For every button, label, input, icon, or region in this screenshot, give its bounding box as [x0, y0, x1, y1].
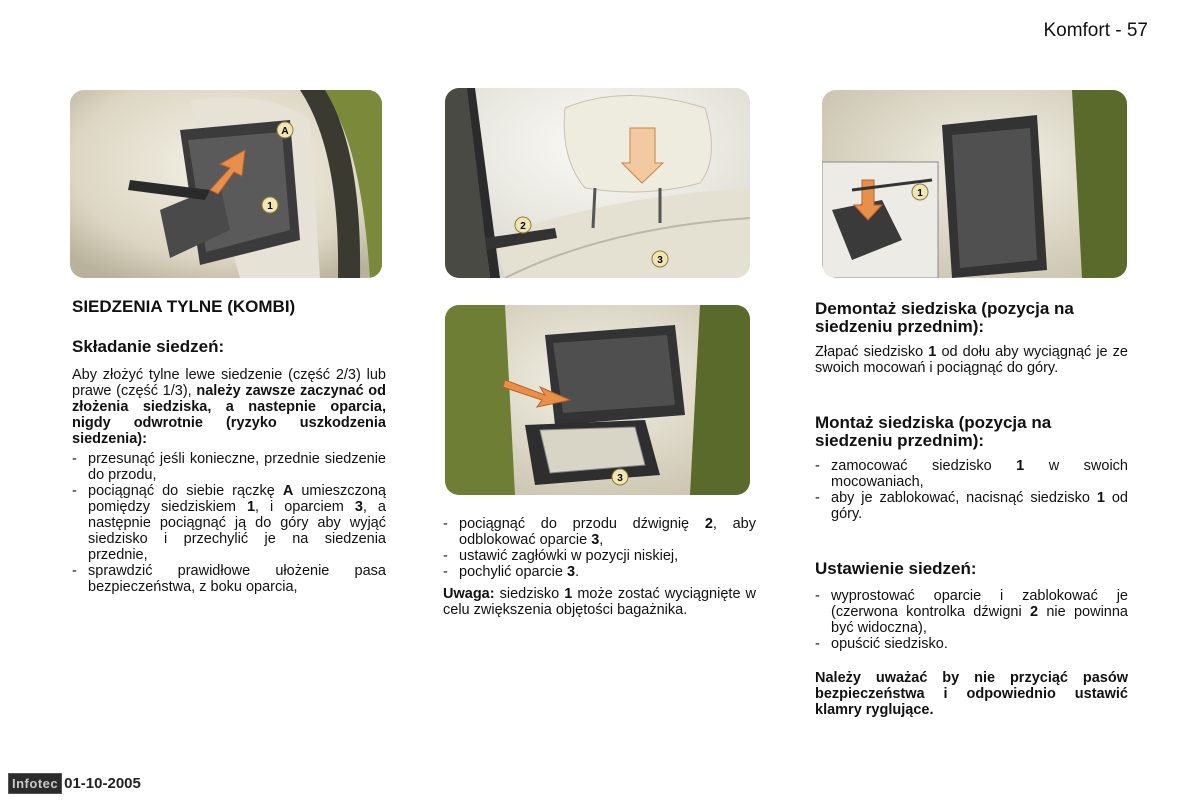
label-1-right: 1	[917, 188, 923, 199]
subsection-title: Składanie siedzeń:	[72, 337, 225, 356]
column-left	[72, 298, 386, 595]
list-item: - pociągnąć do przodu dźwignię 2, aby odblokować oparcie 3,	[443, 516, 756, 548]
label-2: 2	[520, 221, 526, 232]
note-paragraph: Uwaga: siedzisko 1 może zostać wyciągnięte w celu zwiększenia objętości bagażnika.	[443, 586, 756, 618]
label-1: 1	[267, 201, 273, 212]
illustration-seat-folding	[445, 305, 750, 495]
steps-list-mounting	[815, 458, 1128, 522]
steps-list	[72, 451, 386, 595]
heading-seat-mounting: Montaż siedziska (pozycja na siedzeniu przednim):	[815, 413, 1052, 450]
illustration-seat-handle	[70, 90, 382, 278]
section-title: SIEDZENIA TYLNE (KOMBI)	[72, 297, 296, 316]
label-3-bottom: 3	[617, 473, 623, 484]
list-item: - pochylić oparcie 3.	[443, 564, 756, 580]
label-3: 3	[657, 255, 663, 266]
column-right	[815, 300, 1128, 718]
list-item: - ustawić zagłówki w pozycji niskiej,	[443, 548, 756, 564]
label-a: A	[281, 126, 289, 137]
illustration-headrest-lever	[445, 88, 750, 278]
page-header: Komfort - 57	[1043, 20, 1148, 41]
list-item: - opuścić siedzisko.	[815, 636, 1128, 652]
infotec-logo: Infotec	[8, 773, 62, 794]
footer-date: 01-10-2005	[64, 775, 141, 792]
column-middle	[443, 516, 756, 618]
illustration-seat-removal	[822, 90, 1127, 278]
heading-seat-setting: Ustawienie siedzeń:	[815, 559, 977, 578]
intro-paragraph: Aby złożyć tylne lewe siedzenie (część 2/3) lub prawe (część 1/3), należy zawsze zaczynać od złożenia siedziska, a nastepnie oparcia, nigdy odwrotnie (ryzyko uszkodzenia siedzenia):	[72, 367, 386, 447]
list-item: - przesunąć jeśli konieczne, przednie siedzenie do przodu,	[72, 451, 386, 483]
list-item: - aby je zablokować, nacisnąć siedzisko 1 od góry.	[815, 490, 1128, 522]
list-item: - wyprostować oparcie i zablokować je (czerwona kontrolka dźwigni 2 nie powinna być widoczna),	[815, 588, 1128, 636]
list-item: - pociągnąć do siebie rączkę A umieszczoną pomiędzy siedziskiem 1, i oparciem 3, a następnie pociągnąć ją do góry aby wyjąć siedzisko i przechylić je na siedzenia przednie,	[72, 483, 386, 563]
list-item: - zamocować siedzisko 1 w swoich mocowaniach,	[815, 458, 1128, 490]
warning-paragraph: Należy uważać by nie przyciąć pasów bezpieczeństwa i odpowiednio ustawić klamry ryglujące.	[815, 670, 1128, 718]
list-item: - sprawdzić prawidłowe ułożenie pasa bezpieczeństwa, z boku oparcia,	[72, 563, 386, 595]
footer	[8, 773, 141, 794]
heading-seat-removal: Demontaż siedziska (pozycja na siedzeniu przednim):	[815, 299, 1074, 336]
steps-list-middle	[443, 516, 756, 580]
steps-list-setting	[815, 588, 1128, 652]
paragraph-seat-removal: Złapać siedzisko 1 od dołu aby wyciągnąć je ze swoich mocowań i pociągnąć do góry.	[815, 344, 1128, 376]
